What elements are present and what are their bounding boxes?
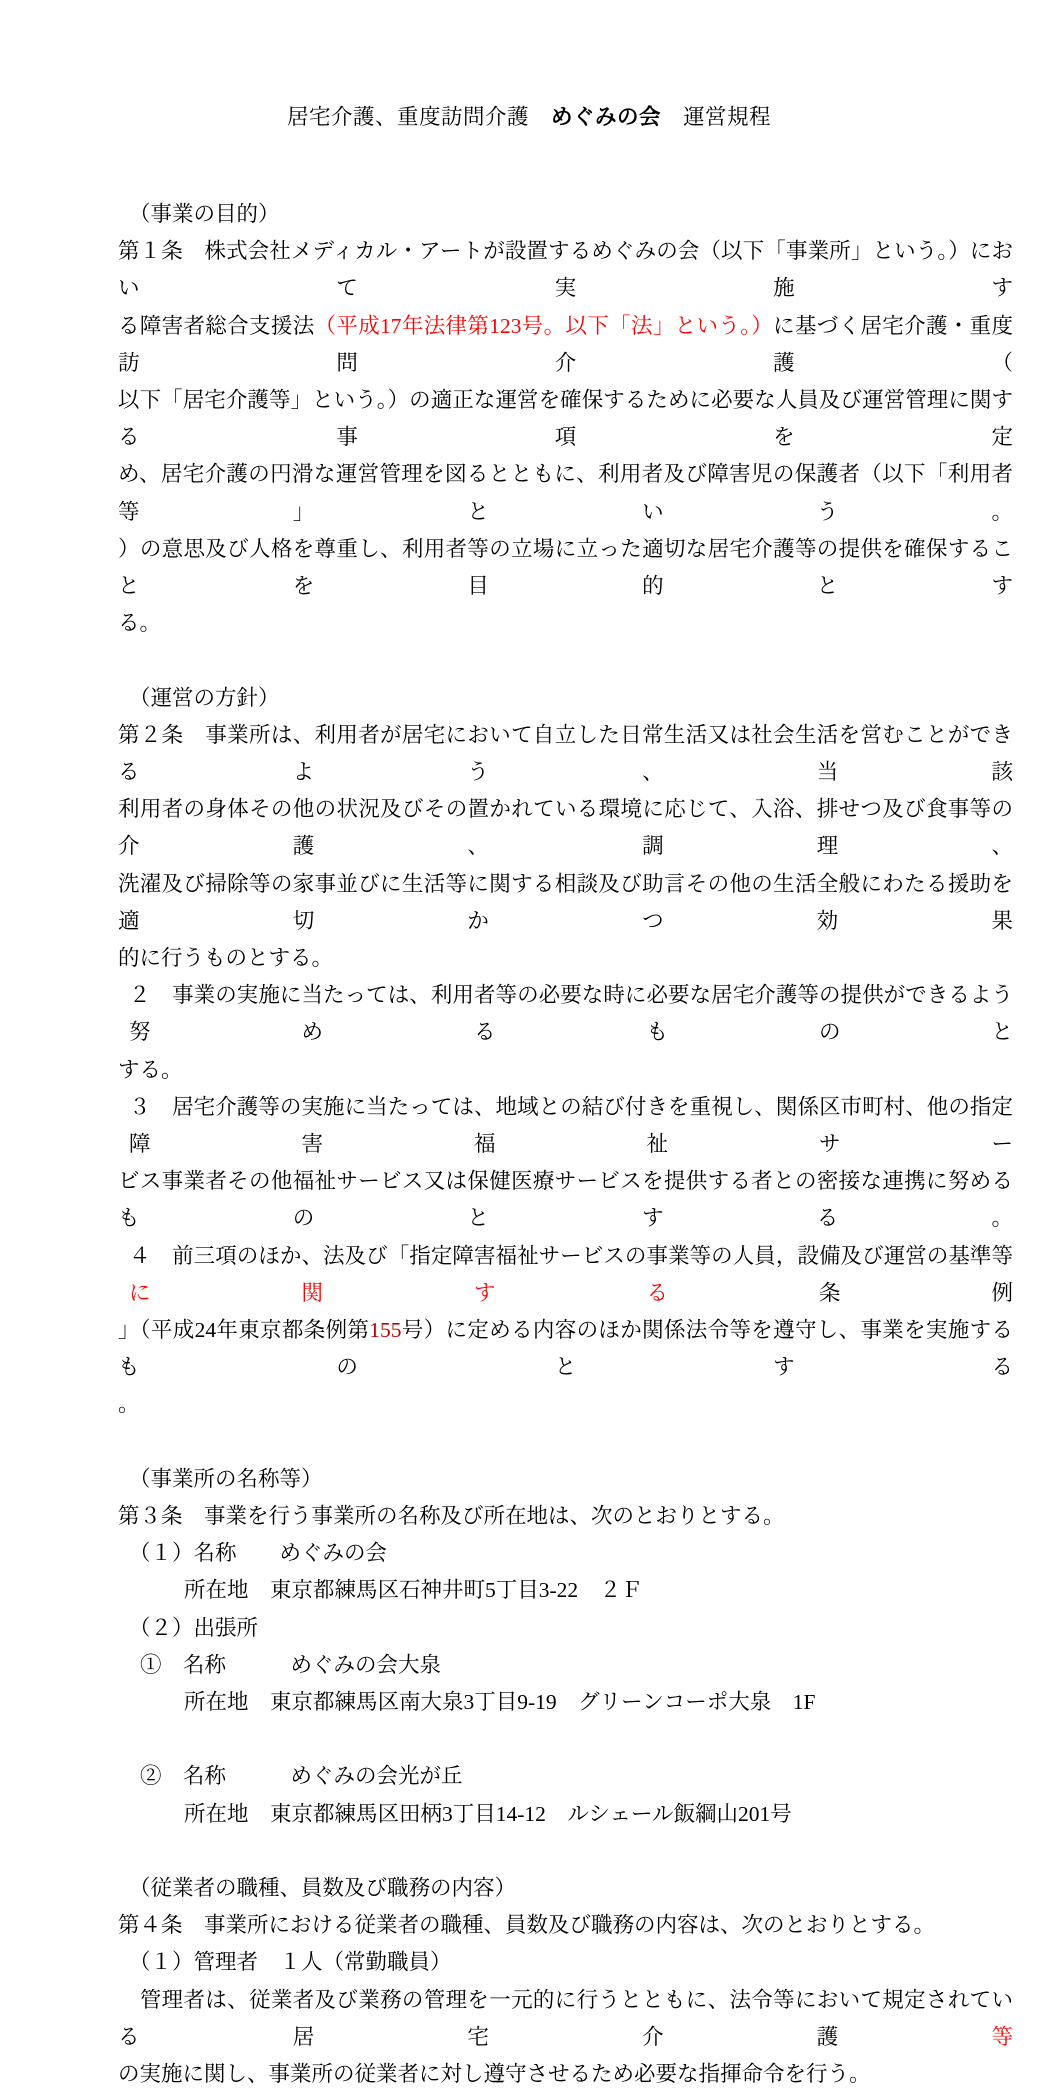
article2-para4-line-1	[118, 1238, 1013, 1312]
article4-line-3: の実施に関し、事業所の従業者に対し遵守させるため必要な指揮命令を行う。	[118, 2062, 871, 2087]
article2-ordinance-relation: に関する	[129, 1280, 819, 1305]
article1-line-4: め、居宅介護の円滑な運営管理を図るとともに、利用者及び障害児の保護者（以下「利用者等」という。	[118, 462, 1013, 524]
title-suffix: 運営規程	[661, 105, 772, 129]
spacer-between-branches	[118, 1721, 1013, 1758]
article2-para4-line-2	[118, 1312, 1013, 1386]
article4-line-2-part-a: 管理者は、従業者及び業務の管理を一元的に行うとともに、法令等において規定されている居宅介護	[118, 1987, 1013, 2049]
article1-heading: （事業の目的）	[129, 202, 280, 226]
article3-heading: （事業所の名称等）	[129, 1466, 323, 1491]
document-body	[118, 196, 1013, 2093]
article4-scope-marker: 等	[991, 2024, 1013, 2049]
article3-item-1-address: 所在地 東京都練馬区石神井町5丁目3-22 ２Ｆ	[184, 1578, 643, 1603]
article2-para4-part-c: 条例	[818, 1280, 1013, 1305]
article2-para4-part-a: ４ 前三項のほか、法及び「指定障害福祉サービスの事業等の人員，設備及び運営の基準等	[129, 1243, 1013, 1268]
article1-line-2-part-a: る障害者総合支援法	[118, 313, 315, 338]
spacer-after-article2	[118, 1424, 1013, 1461]
article2-para2-line-2: する。	[118, 1057, 183, 1082]
article1-line-1: 第１条 株式会社メディカル・アートが設置するめぐみの会（以下「事業所」という。）において実施す	[118, 239, 1013, 301]
article3-branch-2-name: ② 名称 めぐみの会光が丘	[140, 1764, 463, 1789]
article2-line-3: 洗濯及び掃除等の家事並びに生活等に関する相談及び助言その他の生活全般にわたる援助を適切かつ効果	[118, 871, 1013, 933]
article4-item-1: （１）管理者 １人（常勤職員）	[129, 1950, 452, 1975]
article2-ordinance-number: 155	[369, 1318, 402, 1343]
article2-para3-line-2: ビス事業者その他福祉サービス又は保健医療サービスを提供する者との密接な連携に努めるものとする。	[118, 1169, 1013, 1231]
article4-line-2	[118, 1982, 1013, 2056]
spacer-after-article1	[118, 642, 1013, 679]
title-prefix: 居宅介護、重度訪問介護	[286, 105, 551, 129]
article2-para4-line2-part-a: 」（平成24年東京都条例第	[118, 1318, 370, 1343]
article4-line-1: 第４条 事業所における従業者の職種、員数及び職務の内容は、次のとおりとする。	[118, 1913, 936, 1938]
page-title	[0, 100, 1058, 131]
article3-branch-1-name: ① 名称 めぐみの会大泉	[140, 1652, 442, 1677]
article1-line-2	[118, 308, 1013, 382]
article1-line-2-part-c: に基づく居宅介護・重度訪問介護（	[118, 313, 1013, 375]
article2-para2-line-1: ２ 事業の実施に当たっては、利用者等の必要な時に必要な居宅介護等の提供ができるよう努めるものと	[129, 983, 1013, 1045]
article2-line-2: 利用者の身体その他の状況及びその置かれている環境に応じて、入浴、排せつ及び食事等の介護、調理、	[118, 797, 1013, 859]
article3-branch-1-address: 所在地 東京都練馬区南大泉3丁目9-19 グリーンコーポ大泉 1F	[184, 1690, 816, 1715]
article2-line-1: 第２条 事業所は、利用者が居宅において自立した日常生活又は社会生活を営むことができるよう、当該	[118, 722, 1013, 785]
article2-para4-line-3: 。	[118, 1392, 140, 1417]
article2-heading: （運営の方針）	[129, 685, 280, 710]
title-organization: めぐみの会	[550, 105, 661, 129]
article2-para4-line2-part-c: 号）に定める内容のほか関係法令等を遵守し、事業を実施するものとする	[118, 1318, 1013, 1380]
article3-line-1: 第３条 事業を行う事業所の名称及び所在地は、次のとおりとする。	[118, 1504, 785, 1529]
article2-line-4: 的に行うものとする。	[118, 946, 334, 971]
article1-line-6: る。	[118, 611, 162, 636]
spacer-after-article3	[118, 1833, 1013, 1870]
article3-branch-2-address: 所在地 東京都練馬区田柄3丁目14-12 ルシェール飯綱山201号	[184, 1801, 792, 1826]
article1-line-5: ）の意思及び人格を尊重し、利用者等の立場に立った適切な居宅介護等の提供を確保することを目的とす	[118, 536, 1013, 599]
article3-item-2-branch: （２）出張所	[129, 1615, 259, 1640]
article2-para3-line-1: ３ 居宅介護等の実施に当たっては、地域との結び付きを重視し、関係区市町村、他の指定障害福祉サー	[129, 1094, 1013, 1157]
article1-law-reference: （平成17年法律第123号。以下「法」という。）	[314, 313, 774, 338]
article3-item-1-name: （１）名称 めぐみの会	[129, 1541, 388, 1566]
article1-line-3: 以下「居宅介護等」という。）の適正な運営を確保するために必要な人員及び運営管理に関する事項を定	[118, 388, 1013, 450]
article4-heading: （従業者の職種、員数及び職務の内容）	[129, 1876, 517, 1901]
